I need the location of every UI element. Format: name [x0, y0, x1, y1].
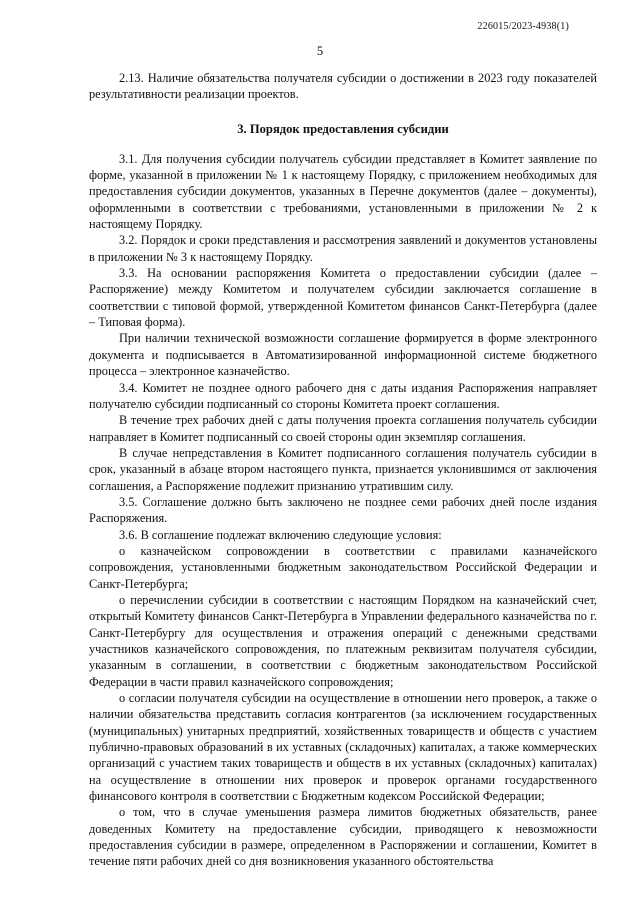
paragraph-3-1: 3.1. Для получения субсидии получатель субсидии представляет в Комитет заявление по форме, указанной в приложении № 1 к настоящему Порядку, с приложением необходимых для предоставления субсидии документов, указанных в Перечне документов (далее – документы), оформленными в соответствии с требованиями, установленными в приложении № 2 к настоящему Порядку.: [89, 151, 597, 232]
paragraph-3-5: 3.5. Соглашение должно быть заключено не позднее семи рабочих дней после издания Распоряжения.: [89, 494, 597, 526]
paragraph-3-4-failure: В случае непредставления в Комитет подписанного соглашения получатель субсидии в срок, указанный в абзаце втором настоящего пункта, признается уклонившимся от заключения соглашения, а Распоряжение подлежит признанию утратившим силу.: [89, 445, 597, 493]
paragraph-3-4: 3.4. Комитет не позднее одного рабочего дня с даты издания Распоряжения направляет получателю субсидии подписанный со стороны Комитета проект соглашения.: [89, 380, 597, 411]
section-title: 3. Порядок предоставления субсидии: [237, 121, 449, 136]
paragraph-3-6-transfer: о перечислении субсидии в соответствии с настоящим Порядком на казначейский счет, открытый Комитету финансов Санкт-Петербурга в Управлении федерального казначейства по г. Санкт-Петербургу для осуществления и отражения операций с денежными средствами участников казначейского сопровождения, по платежным реквизитам получателя субсидии, указанным в соглашении, в соответствии с бюджетным законодательством Российской Федерации в части правил казначейского сопровождения;: [89, 592, 597, 689]
document-body: [89, 70, 597, 870]
document-number: 226015/2023-4938(1): [477, 21, 569, 32]
paragraph-3-2: 3.2. Порядок и сроки представления и рассмотрения заявлений и документов установлены в приложении № 3 к настоящему Порядку.: [89, 233, 597, 264]
paragraph-2-13: 2.13. Наличие обязательства получателя субсидии о достижении в 2023 году показателей результативности реализации проектов.: [89, 71, 597, 102]
paragraph-3-4-term: В течение трех рабочих дней с даты получения проекта соглашения получатель субсидии направляет в Комитет подписанный со своей стороны один экземпляр соглашения.: [89, 413, 597, 444]
paragraph-3-6-limits: о том, что в случае уменьшения размера лимитов бюджетных обязательств, ранее доведенных Комитету на предоставление субсидии, приводящего к невозможности предоставления субсидии в размере, определенном в Распоряжении и соглашении, Комитет в течение пяти рабочих дней со дня возникновения указанного обстоятельства: [89, 805, 597, 869]
paragraph-3-6: 3.6. В соглашение подлежат включению следующие условия:: [119, 527, 442, 542]
paragraph-3-3-electronic: При наличии технической возможности соглашение формируется в форме электронного документа и подписывается в Автоматизированной информационной системе бюджетного процесса – электронное казначейство.: [89, 331, 597, 379]
paragraph-3-6-treasury: о казначейском сопровождении в соответствии с правилами казначейского сопровождения, установленными бюджетным законодательством Российской Федерации и Санкт-Петербурга;: [89, 543, 597, 591]
page-number: 5: [316, 44, 324, 58]
paragraph-3-3: 3.3. На основании распоряжения Комитета о предоставлении субсидии (далее – Распоряжение) между Комитетом и получателем субсидии заключается соглашение в соответствии с типовой формой, утвержденной Комитетом финансов Санкт-Петербурга (далее – Типовая форма).: [89, 266, 597, 330]
paragraph-3-6-consent: о согласии получателя субсидии на осуществление в отношении него проверок, а также о наличии обязательства представить согласия контрагентов (за исключением государственных (муниципальных) унитарных предприятий, хозяйственных товариществ и обществ с участием публично-правовых образований в их уставных (складочных) капиталах, а также коммерческих организаций с участием таких товариществ и обществ в их уставных (складочных) капиталах) на осуществление в отношении них проверок и проверок органами государственного финансового контроля в соответствии с Бюджетным кодексом Российской Федерации;: [89, 691, 597, 804]
